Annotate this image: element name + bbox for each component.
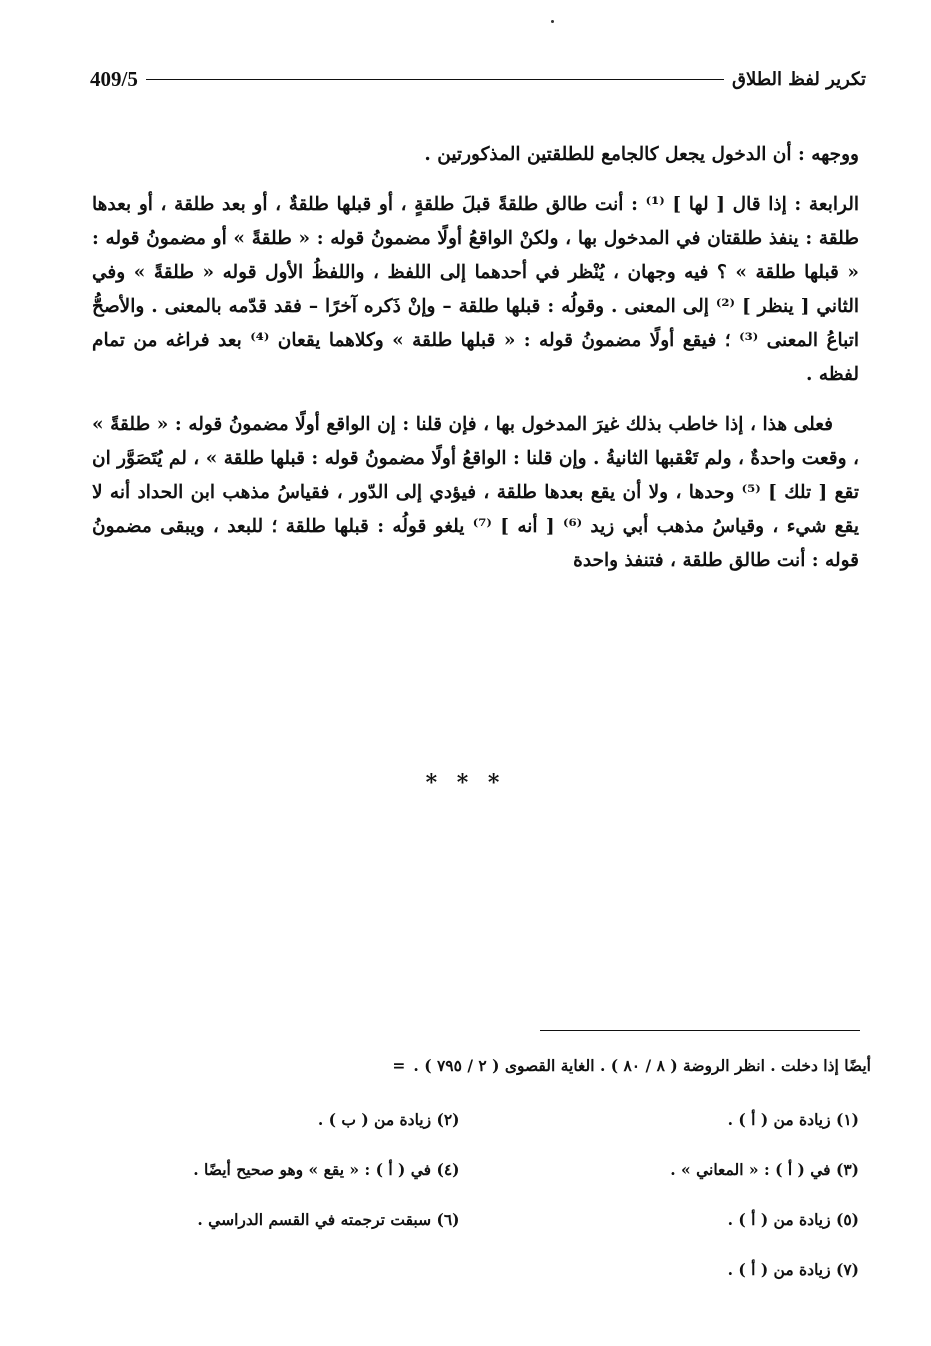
paragraph-2-text: إذا قال [ لها ] ⁽¹⁾ : أنت طالق طلقةً قبلَ طلقةٍ ، أو قبلها طلقةٌ ، أو بعد طلقة ، أو بعدها طلقة : ينفذ طلقتان في المدخول بها ، ولكنْ الواقعُ أولًا مضمونُ قوله : « طلقةً » أو مضمونُ قوله : « قبلها طلقة » ؟ فيه وجهان ، يُنْظر في أحدهما إلى اللفظ ، واللفظُ الأول قوله « طلقةً » وفي الثاني [ ينظر ] ⁽²⁾ إلى المعنى . وقولُه : قبلها طلقة – وإنْ ذَكره آخرًا – فقد قدّمه بالمعنى . والأصحُّ اتباعُ المعنى ⁽³⁾ ؛ فيقع أولًا مضمونُ قوله : « قبلها طلقة » وكلاهما يقعان ⁽⁴⁾ بعد فراغه من تمام لفظه . (92, 194, 859, 385)
footnote-item: (٥) زيادة من ( أ ) . (727, 1210, 859, 1229)
footnote-rule (540, 1030, 860, 1031)
footnote-item: (٦) سبقت ترجمته في القسم الدراسي . (197, 1210, 460, 1229)
running-header (90, 64, 866, 94)
chapter-title: تكرير لفظ الطلاق (732, 68, 866, 90)
footnote-item: (٢) زيادة من ( ب ) . (317, 1110, 460, 1129)
footnote-continuation (392, 1056, 871, 1075)
main-text (92, 138, 859, 578)
paragraph-1: ووجهه : أن الدخول يجعل كالجامع للطلقتين المذكورتين . (424, 144, 859, 165)
paragraph-2-lead: الرابعة : (794, 194, 859, 215)
footnote-item: (٧) زيادة من ( أ ) . (727, 1260, 859, 1279)
section-separator: * * * (425, 770, 506, 796)
footnote-item: (١) زيادة من ( أ ) . (727, 1110, 859, 1129)
footnote-continuation-text: أيضًا إذا دخلت . انظر الروضة ( ٨ / ٨٠ ) . الغاية القصوى ( ٢ / ٧٩٥ ) . (413, 1056, 871, 1075)
footnotes (80, 1106, 859, 1284)
footnote-item: (٣) في ( أ ) : « المعاني » . (670, 1160, 859, 1179)
paragraph-3: فعلى هذا ، إذا خاطب بذلك غيرَ المدخول بها ، فإن قلنا : إن الواقع أولًا مضمونُ قوله : « طلقةً » ، وقعت واحدةٌ ، ولم تَعْقبها الثانيةُ . وإن قلنا : الواقعُ أولًا مضمونُ قوله : قبلها طلقة » ، لم يُتَصَوَّر ان تقع [ تلك ] ⁽⁵⁾ وحدها ، ولا أن يقع بعدها طلقة ، فيؤدي إلى الدّور ، فقياسُ مذهب ابن الحداد أنه لا يقع شيء ، وقياسُ مذهب أبي زيد ⁽⁶⁾ [ أنه ] ⁽⁷⁾ يلغو قولُه : قبلها طلقة ؛ للبعد ، ويبقى مضمونُ قوله : أنت طالق طلقة ، فتنفذ واحدة (92, 414, 860, 571)
paragraph-2 (92, 188, 859, 392)
scan-speck (551, 20, 554, 23)
footnote-continuation-mark: = (392, 1056, 406, 1075)
footnote-item: (٤) في ( أ ) : « يقع » وهو صحيح أيضًا . (193, 1160, 460, 1179)
header-rule (146, 79, 724, 80)
page-number: 409/5 (90, 66, 138, 91)
